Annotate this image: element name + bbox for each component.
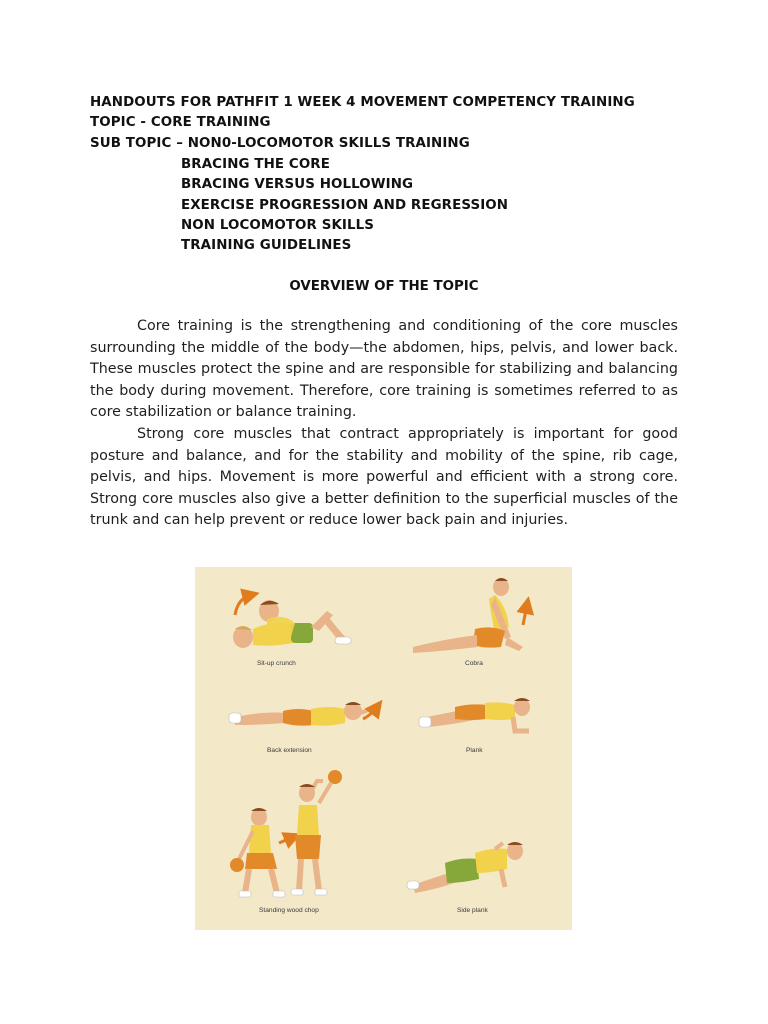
header-line-1: HANDOUTS FOR PATHFIT 1 WEEK 4 MOVEMENT COMPETENCY TRAINING <box>90 95 635 110</box>
paragraph: Strong core muscles that contract appropriately is important for good posture and balance, and for the stability and mobility of the spine, rib cage, pelvis, and hips. Movement is more powerful and efficient with a strong core. Strong core muscles also give a better definition to the superficial muscles of the trunk and can help prevent or reduce lower back pain and injuries. <box>90 425 678 529</box>
header-topic: TOPIC - CORE TRAINING <box>90 115 271 130</box>
side-plank-figure <box>407 842 523 893</box>
caption-cobra: Cobra <box>465 660 483 667</box>
standing-wood-chop-figure <box>230 770 342 897</box>
header-subtopic: SUB TOPIC – NON0-LOCOMOTOR SKILLS TRAINING <box>90 136 470 151</box>
caption-standing-wood-chop: Standing wood chop <box>259 907 319 914</box>
subtopic-item: BRACING THE CORE <box>181 157 330 172</box>
exercise-figures <box>195 567 572 930</box>
situp-crunch-figure <box>233 595 351 648</box>
caption-situp-crunch: Sit-up crunch <box>257 660 296 667</box>
paragraph: Core training is the strengthening and conditioning of the core muscles surrounding the middle of the body—the abdomen, hips, pelvis, and lower back. These muscles protect the spine and are responsible for stabilizing and balancing the body during movement. Therefore, core training is sometimes referred to as core stabilization or balance training. <box>90 318 678 421</box>
subtopic-item: TRAINING GUIDELINES <box>181 238 352 253</box>
overview-title: OVERVIEW OF THE TOPIC <box>289 279 479 294</box>
body-text <box>90 316 678 532</box>
subtopic-item: NON LOCOMOTOR SKILLS <box>181 218 375 233</box>
cobra-figure <box>413 578 527 653</box>
caption-side-plank: Side plank <box>457 907 488 914</box>
subtopic-item: EXERCISE PROGRESSION AND REGRESSION <box>181 198 509 213</box>
exercise-illustration <box>195 567 572 930</box>
subtopic-item: BRACING VERSUS HOLLOWING <box>181 177 414 192</box>
caption-plank: Plank <box>466 747 483 754</box>
back-extension-figure <box>229 702 377 726</box>
caption-back-extension: Back extension <box>267 747 312 754</box>
plank-figure <box>419 698 530 731</box>
